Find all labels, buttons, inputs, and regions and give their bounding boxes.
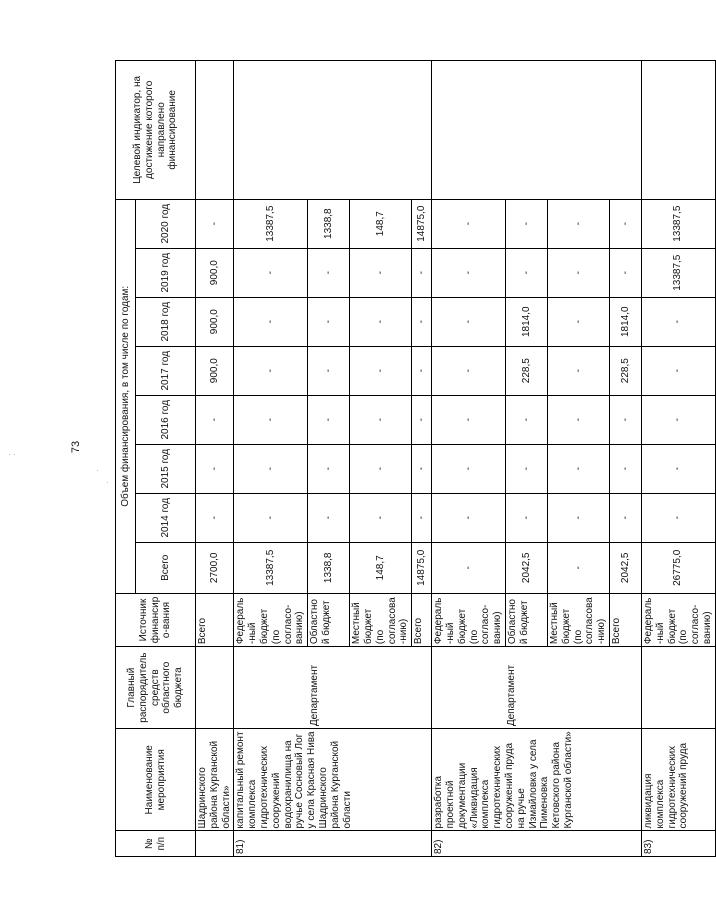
cell-year-2017: - <box>432 346 506 395</box>
cell-year-2016: - <box>308 395 350 444</box>
cell-year-2020: 13387,5 <box>234 199 308 248</box>
cell-year-2020: 13387,5 <box>641 199 715 248</box>
header-volume: Объем финансирования, в том числе по годам: <box>116 199 136 593</box>
table-row <box>432 61 506 857</box>
cell-manager <box>432 647 506 729</box>
cell-year-2018: - <box>234 297 308 346</box>
cell-name: разработка проектной документации «Ликвидация комплекса гидротехнических сооружений пруда на ручье Измайловка у села Пименовка Кетовского района Курганской области» <box>432 729 642 831</box>
cell-year-2017: - <box>412 346 432 395</box>
cell-year-2016: - <box>547 395 609 444</box>
cell-year-2014: - <box>234 493 308 542</box>
cell-name: капитальный ремонт комплекса гидротехнических сооружений водохранилища на ручье Сосновый Лог у села Красная Нива Шадринского района Курганской области <box>234 729 432 831</box>
cell-year-2015: - <box>641 444 715 493</box>
cell-year-2016: - <box>609 395 641 444</box>
cell-year-2020: - <box>432 199 506 248</box>
cell-year-2014: - <box>196 493 234 542</box>
cell-total: 2042,5 <box>505 542 547 593</box>
cell-year-2015: - <box>308 444 350 493</box>
cell-manager <box>641 647 715 729</box>
cell-year-2018: - <box>308 297 350 346</box>
cell-year-2020: 1338,8 <box>308 199 350 248</box>
scan-speck: · <box>96 466 99 475</box>
header-no: № п/п <box>116 831 196 857</box>
cell-year-2015: - <box>234 444 308 493</box>
cell-year-2016: - <box>505 395 547 444</box>
cell-total: 26775,0 <box>641 542 715 593</box>
page-number: 73 <box>70 440 83 454</box>
cell-year-2018: 1814,0 <box>505 297 547 346</box>
header-name: Наименование мероприятия <box>116 729 196 831</box>
cell-year-2015: - <box>609 444 641 493</box>
cell-year-2017: - <box>308 346 350 395</box>
cell-year-2018: - <box>350 297 412 346</box>
cell-year-2015: - <box>412 444 432 493</box>
cell-year-2015: - <box>350 444 412 493</box>
header-year-2017: 2017 год <box>136 346 196 395</box>
cell-year-2015: - <box>547 444 609 493</box>
cell-year-2017: 900,0 <box>196 346 234 395</box>
cell-year-2016: - <box>432 395 506 444</box>
cell-year-2015: - <box>196 444 234 493</box>
header-year-2020: 2020 год <box>136 199 196 248</box>
cell-year-2016: - <box>412 395 432 444</box>
cell-year-2019: - <box>547 248 609 297</box>
cell-year-2016: - <box>196 395 234 444</box>
cell-indicator <box>234 61 432 200</box>
cell-indicator <box>641 61 715 200</box>
cell-source: Всего <box>196 593 234 646</box>
cell-indicator <box>432 61 642 200</box>
cell-year-2019: - <box>234 248 308 297</box>
table-row <box>196 61 234 857</box>
cell-no: 83) <box>641 831 715 857</box>
header-total: Всего <box>136 542 196 593</box>
cell-no: 82) <box>432 831 642 857</box>
cell-year-2018: - <box>641 297 715 346</box>
cell-year-2018: - <box>412 297 432 346</box>
cell-name: Шадринского района Курганской области» <box>196 729 234 831</box>
cell-source: Всего <box>412 593 432 646</box>
cell-year-2016: - <box>350 395 412 444</box>
cell-source: Федераль-ный бюджет (по согласо-ванию) <box>234 593 308 646</box>
cell-no: 81) <box>234 831 432 857</box>
header-year-2014: 2014 год <box>136 493 196 542</box>
cell-manager: Департамент <box>505 647 547 729</box>
cell-year-2019: - <box>308 248 350 297</box>
cell-year-2017: - <box>547 346 609 395</box>
cell-year-2019: - <box>432 248 506 297</box>
cell-source: Федераль-ный бюджет (по согласо-ванию) <box>432 593 506 646</box>
cell-year-2019: 900,0 <box>196 248 234 297</box>
cell-year-2017: - <box>234 346 308 395</box>
cell-year-2020: 148,7 <box>350 199 412 248</box>
header-year-2016: 2016 год <box>136 395 196 444</box>
cell-total: - <box>432 542 506 593</box>
cell-total: 2700,0 <box>196 542 234 593</box>
cell-manager <box>350 647 412 729</box>
header-source: Источник финансиро-вания <box>116 593 196 646</box>
cell-year-2020: - <box>505 199 547 248</box>
cell-year-2017: 228,5 <box>505 346 547 395</box>
cell-year-2020: 14875,0 <box>412 199 432 248</box>
cell-year-2014: - <box>432 493 506 542</box>
header-year-2019: 2019 год <box>136 248 196 297</box>
cell-year-2017: - <box>641 346 715 395</box>
cell-year-2015: - <box>505 444 547 493</box>
cell-year-2019: - <box>350 248 412 297</box>
cell-manager <box>196 647 234 729</box>
cell-total: 13387,5 <box>234 542 308 593</box>
cell-year-2014: - <box>641 493 715 542</box>
cell-year-2018: - <box>432 297 506 346</box>
cell-total: - <box>547 542 609 593</box>
cell-year-2017: - <box>350 346 412 395</box>
cell-source: Местный бюджет (по согласова-нию) <box>350 593 412 646</box>
cell-year-2019: - <box>505 248 547 297</box>
cell-year-2019: 13387,5 <box>641 248 715 297</box>
cell-year-2014: - <box>308 493 350 542</box>
header-year-2018: 2018 год <box>136 297 196 346</box>
cell-manager <box>412 647 432 729</box>
cell-total: 1338,8 <box>308 542 350 593</box>
cell-total: 2042,5 <box>609 542 641 593</box>
rotated-table-container <box>115 60 713 857</box>
header-manager: Главный распорядитель средств областного бюджета <box>116 647 196 729</box>
header-indicator: Целевой индикатор, на достижение которого направлено финансирование <box>116 61 196 200</box>
cell-year-2016: - <box>234 395 308 444</box>
cell-year-2020: - <box>196 199 234 248</box>
table-row <box>234 61 308 857</box>
cell-year-2019: - <box>609 248 641 297</box>
rotated-table-wrapper <box>115 60 713 857</box>
cell-year-2018: 900,0 <box>196 297 234 346</box>
cell-no <box>196 831 234 857</box>
cell-year-2019: - <box>412 248 432 297</box>
cell-year-2017: 228,5 <box>609 346 641 395</box>
header-year-2015: 2015 год <box>136 444 196 493</box>
cell-year-2014: - <box>505 493 547 542</box>
cell-source: Всего <box>609 593 641 646</box>
cell-year-2016: - <box>641 395 715 444</box>
cell-source: Федераль-ный бюджет (по согласо-ванию) <box>641 593 715 646</box>
cell-manager <box>547 647 609 729</box>
cell-year-2020: - <box>547 199 609 248</box>
cell-year-2018: 1814,0 <box>609 297 641 346</box>
cell-year-2014: - <box>350 493 412 542</box>
scan-speck: · <box>106 478 109 487</box>
cell-source: Областной бюджет <box>308 593 350 646</box>
table-row <box>641 61 715 857</box>
financing-table <box>115 60 716 857</box>
cell-manager: Департамент <box>308 647 350 729</box>
scan-speck: · · <box>8 450 16 459</box>
cell-manager <box>609 647 641 729</box>
cell-year-2015: - <box>432 444 506 493</box>
cell-year-2014: - <box>609 493 641 542</box>
cell-manager <box>234 647 308 729</box>
cell-indicator <box>196 61 234 200</box>
cell-total: 148,7 <box>350 542 412 593</box>
cell-year-2014: - <box>547 493 609 542</box>
cell-source: Областной бюджет <box>505 593 547 646</box>
cell-source: Местный бюджет (по согласова-нию) <box>547 593 609 646</box>
cell-name: ликвидация комплекса гидротехнических сооружений пруда <box>641 729 715 831</box>
cell-year-2014: - <box>412 493 432 542</box>
cell-total: 14875,0 <box>412 542 432 593</box>
cell-year-2020: - <box>609 199 641 248</box>
cell-year-2018: - <box>547 297 609 346</box>
